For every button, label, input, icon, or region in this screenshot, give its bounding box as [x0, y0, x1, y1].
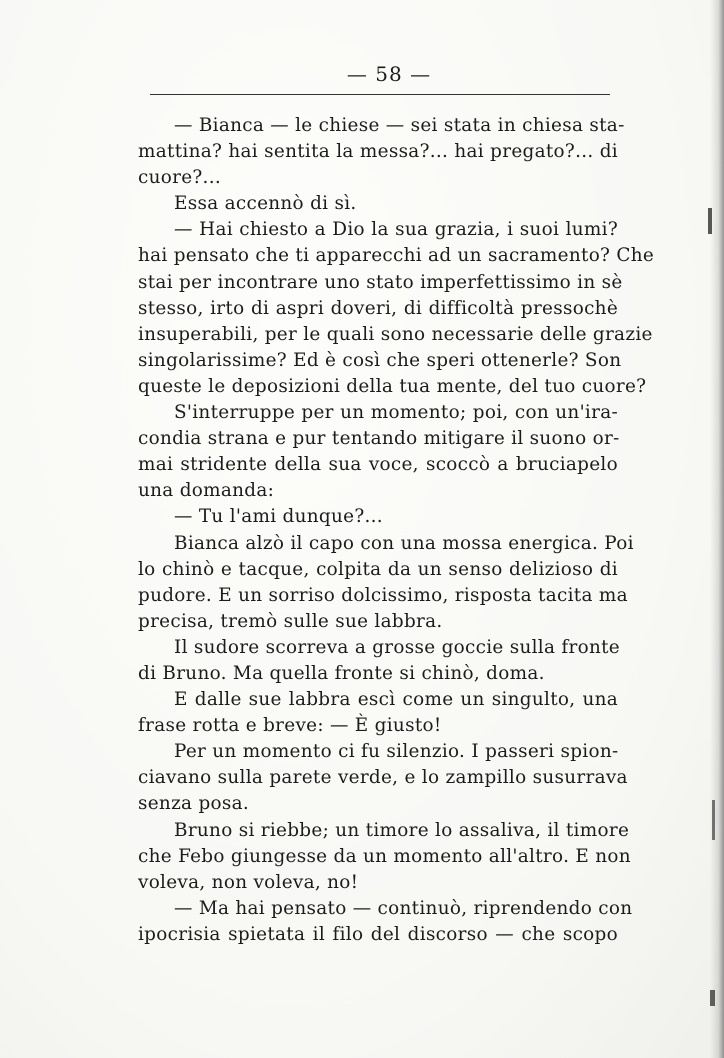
text-line: precisa, tremò sulle sue labbra. [138, 610, 443, 632]
text-line: pudore. E un sorriso dolcissimo, risposta tacita ma [138, 584, 628, 606]
text-line: mattina? hai sentita la messa?... hai pregato?... di [138, 141, 618, 163]
text-line: E dalle sue labbra escì come un singulto, una [174, 689, 618, 711]
edge-speck [710, 990, 715, 1006]
text-line: lo chinò e tacque, colpita da un senso delizioso di [138, 558, 618, 580]
text-line: Essa accennò di sì. [174, 193, 357, 215]
header-rule [150, 94, 610, 95]
text-line: mai stridente della sua voce, scoccò a bruciapelo [138, 454, 618, 476]
text-line: Bruno si riebbe; un timore lo assaliva, il timore [174, 819, 630, 841]
text-line: S'interruppe per un momento; poi, con un'ira- [174, 402, 618, 424]
text-line: hai pensato che ti apparecchi ad un sacramento? Che [138, 245, 655, 267]
text-line: una domanda: [138, 480, 275, 502]
text-line: Per un momento ci fu silenzio. I passeri spion- [174, 741, 619, 763]
text-line: insuperabili, per le quali sono necessarie delle grazie [138, 323, 653, 345]
text-line: — Bianca — le chiese — sei stata in chiesa sta- [174, 115, 625, 136]
text-line: — Tu l'ami dunque?... [174, 506, 383, 528]
text-line: senza posa. [138, 793, 250, 815]
text-line: Il sudore scorreva a grosse goccie sulla fronte [174, 636, 620, 658]
text-line: condia strana e pur tentando mitigare il suono or- [138, 428, 620, 450]
text-line: frase rotta e breve: — È giusto! [138, 715, 442, 737]
edge-speck [708, 208, 712, 234]
text-line: voleva, non voleva, no! [138, 871, 359, 893]
text-line: che Febo giungesse da un momento all'altro. E non [138, 845, 631, 867]
text-line: di Bruno. Ma quella fronte si chinò, doma. [138, 662, 545, 684]
edge-speck [712, 800, 715, 840]
text-line: Bianca alzò il capo con una mossa energica. Poi [174, 532, 634, 554]
text-line: queste le deposizioni della tua mente, del tuo cuore? [138, 375, 647, 397]
text-line: stesso, irto di aspri doveri, di difficoltà pressochè [138, 297, 618, 319]
body-text [138, 113, 655, 948]
text-line: stai per incontrare uno stato imperfettissimo in sè [138, 271, 623, 293]
text-line: — Ma hai pensato — continuò, riprendendo con [174, 897, 633, 919]
page-edge-shadow [710, 0, 724, 1058]
text-line: — Hai chiesto a Dio la sua grazia, i suoi lumi? [174, 219, 618, 241]
page-number: — 58 — [346, 62, 432, 86]
text-line: singolarissime? Ed è così che speri ottenerle? Son [138, 349, 622, 371]
text-line: ipocrisia spietata il filo del discorso — che scopo [138, 923, 618, 945]
text-line: cuore?... [138, 167, 221, 189]
text-line: ciavano sulla parete verde, e lo zampillo susurrava [138, 767, 628, 789]
